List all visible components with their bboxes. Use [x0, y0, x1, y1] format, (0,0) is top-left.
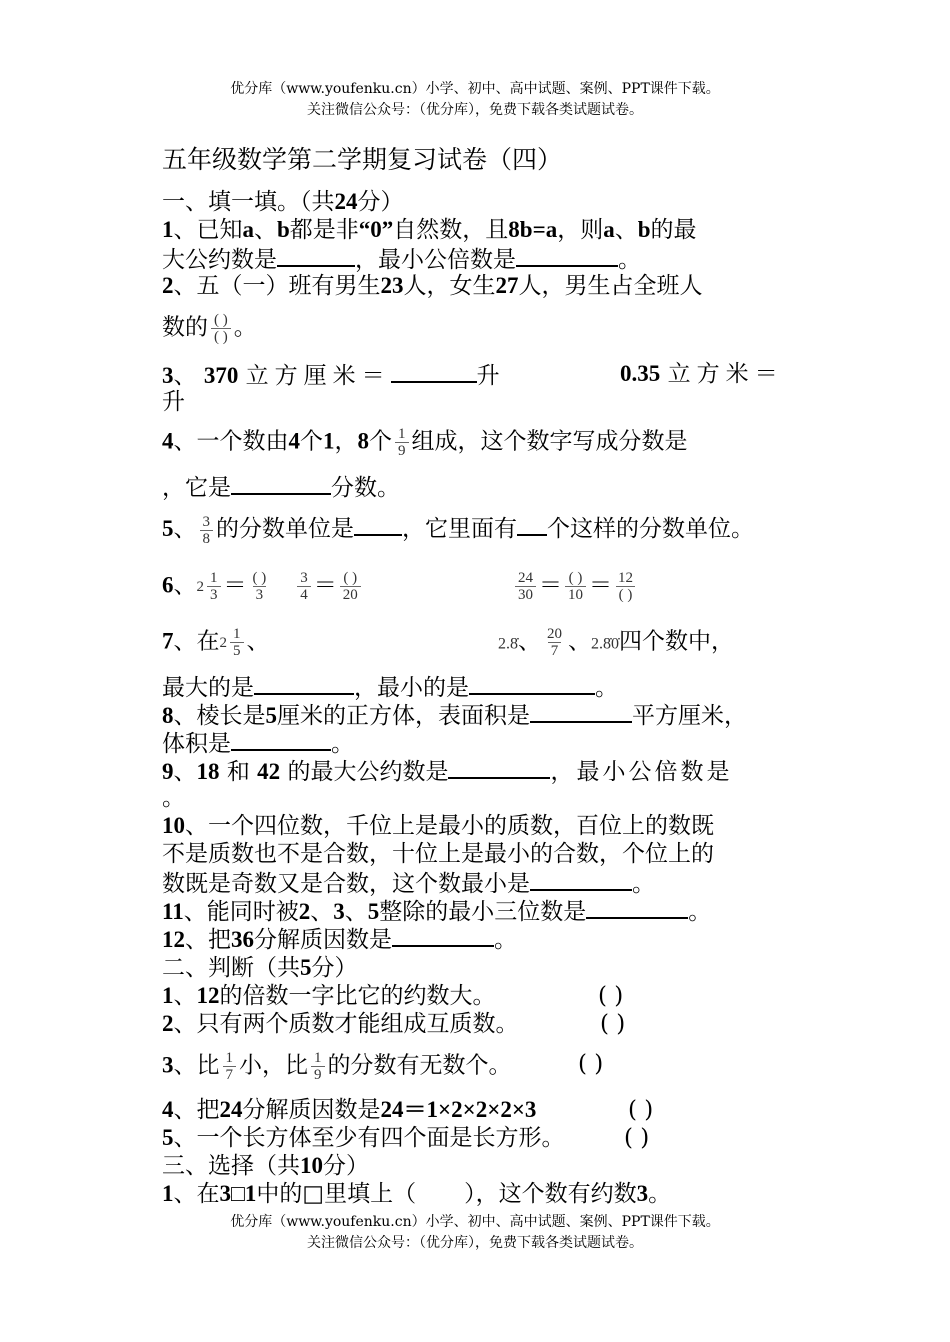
mixed-number: 2 1 5 — [220, 626, 247, 659]
judge-answer-5[interactable]: ( ) — [624, 1125, 650, 1151]
answer-blank[interactable] — [517, 513, 547, 536]
fraction-answer[interactable]: ( ) 20 — [340, 570, 361, 603]
header-line-2: 关注微信公众号：（优分库），免费下载各类试题试卷。 — [307, 102, 643, 118]
fraction: $\frac{20}{7}$ — [547, 626, 562, 659]
question-3-line-2: 升 — [162, 389, 185, 415]
question-10-line-1: 10、一个四位数，千位上是最小的质数，百位上的数既 — [162, 813, 714, 839]
answer-blank[interactable] — [254, 672, 354, 695]
question-12: 12、把36分解质因数是 。 — [162, 924, 517, 954]
header-line-1: 优分库（www.youfenku.cn）小学、初中、高中试题、案例、PPT课件下载。 — [230, 81, 720, 97]
question-4-line-2: ，它是 分数。 — [162, 472, 400, 502]
question-11: 11、能同时被2、3、5整除的最小三位数是 。 — [162, 896, 711, 926]
question-3-part-2: 0.35 立方米＝ — [620, 361, 784, 387]
mixed-number: 2 1 3 — [197, 570, 224, 603]
question-3-line-1: 3、 370 立方厘米＝ 升 — [162, 360, 500, 390]
question-4-line-1: 4、一个数由4个1，8个 $\frac{1}{9}$ 组成，这个数字写成分数是 — [162, 426, 688, 459]
choice-question-1: 1、在3□1中的□里填上（ ），这个数有约数3。 — [162, 1181, 672, 1207]
fraction: $\frac{3}{4}$ — [297, 570, 311, 603]
fraction-answer[interactable]: ( ) ( ) — [211, 312, 231, 345]
section-2-heading: 二、判断（共5分） — [162, 955, 358, 981]
judge-question-1: 1、12的倍数一字比它的约数大。 — [162, 983, 496, 1009]
answer-blank[interactable] — [231, 728, 331, 751]
judge-question-2: 2、只有两个质数才能组成互质数。 — [162, 1011, 519, 1037]
answer-blank[interactable] — [516, 244, 618, 267]
question-8-line-1: 8、棱长是5厘米的正方体，表面积是 平方厘米， — [162, 700, 747, 730]
footer-line-2: 关注微信公众号：（优分库），免费下载各类试题试卷。 — [307, 1235, 643, 1251]
judge-question-3: 3、比 $\frac{1}{7}$ 小，比 $\frac{1}{9}$ 的分数有无数个。 — [162, 1050, 512, 1083]
answer-blank[interactable] — [277, 244, 355, 267]
question-2-line-2: 数的 ( ) ( ) 。 — [162, 312, 257, 345]
answer-blank[interactable] — [354, 513, 402, 536]
fraction: $\frac{1}{9}$ — [311, 1050, 325, 1083]
judge-answer-4[interactable]: ( ) — [628, 1097, 654, 1123]
answer-blank[interactable] — [391, 360, 477, 383]
question-7-part-2: 2.8̇、 $\frac{20}{7}$ 、2.8̇0̇四个数中， — [498, 626, 734, 659]
answer-blank[interactable] — [530, 700, 632, 723]
question-10-line-2: 不是质数也不是合数，十位上是最小的合数，个位上的 — [162, 841, 714, 867]
footer-line-1: 优分库（www.youfenku.cn）小学、初中、高中试题、案例、PPT课件下载。 — [230, 1214, 720, 1230]
fraction-answer[interactable]: 12 ( ) — [615, 570, 636, 603]
page-title: 五年级数学第二学期复习试卷（四） — [162, 145, 563, 174]
judge-question-4: 4、把24分解质因数是24＝1×2×2×2×3 — [162, 1097, 537, 1123]
fraction-answer[interactable]: ( ) 3 — [252, 570, 267, 603]
judge-answer-2[interactable]: ( ) — [600, 1011, 626, 1037]
judge-question-5: 5、一个长方体至少有四个面是长方形。 — [162, 1125, 565, 1151]
fraction: $\frac{1}{9}$ — [395, 426, 409, 459]
fraction: $\frac{24}{30}$ — [515, 570, 536, 603]
fraction: $\frac{3}{8}$ — [200, 514, 214, 547]
question-9-line-1: 9、18 和 42 的最大公约数是 ，最小公倍数是 — [162, 756, 732, 786]
question-1-line-2: 大公约数是 ，最小公倍数是 。 — [162, 244, 641, 274]
question-5: 5、 $\frac{3}{8}$ 的分数单位是 ，它里面有 个这样的分数单位。 — [162, 513, 754, 547]
answer-blank[interactable] — [231, 472, 331, 495]
question-9-line-2: 。 — [162, 785, 185, 811]
answer-blank[interactable] — [392, 924, 494, 947]
question-2-line-1: 2、五（一）班有男生23人，女生27人，男生占全班人 — [162, 273, 703, 299]
question-7-line-1: 7、在 2 1 5 、 — [162, 626, 270, 659]
question-6: 6、 2 1 3 ＝ ( ) 3 $\frac{3}{4}$ ＝ ( ) 20 — [162, 570, 364, 603]
judge-answer-1[interactable]: ( ) — [598, 983, 624, 1009]
answer-blank[interactable] — [530, 868, 632, 891]
question-1-line-1: 1、已知a、b都是非“0”自然数，且8b=a，则a、b的最 — [162, 217, 697, 243]
answer-blank[interactable] — [469, 672, 595, 695]
judge-answer-3[interactable]: ( ) — [578, 1051, 604, 1077]
question-7-line-2: 最大的是 ，最小的是 。 — [162, 672, 618, 702]
fraction: $\frac{1}{7}$ — [223, 1050, 237, 1083]
section-1-heading: 一、填一填。（共24分） — [162, 189, 404, 215]
section-3-heading: 三、选择（共10分） — [162, 1153, 369, 1179]
answer-blank[interactable] — [586, 896, 688, 919]
question-8-line-2: 体积是 。 — [162, 728, 354, 758]
question-6-part-2: $\frac{24}{30}$ ＝ ( ) 10 ＝ 12 ( ) — [512, 570, 639, 603]
question-10-line-3: 数既是奇数又是合数，这个数最小是 。 — [162, 868, 655, 898]
fraction-answer[interactable]: ( ) 10 — [565, 570, 586, 603]
answer-blank[interactable] — [448, 756, 550, 779]
